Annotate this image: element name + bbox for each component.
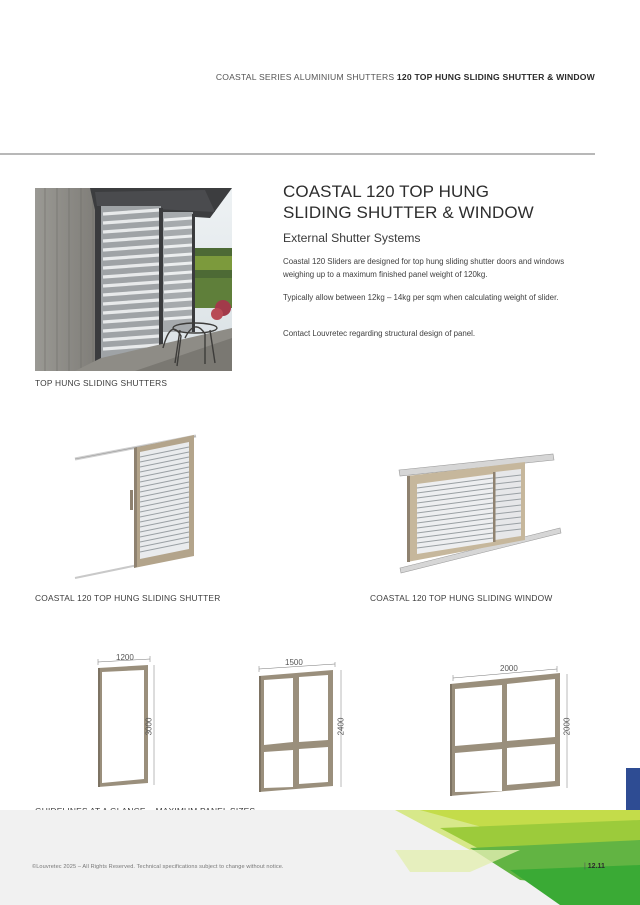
intro-paragraph-1: Coastal 120 Sliders are designed for top hung sliding shutter doors and windows weighing up to a maximum finished panel weight of 120kg. xyxy=(283,257,565,279)
product-photo xyxy=(35,188,232,371)
panel-2-height: 2400 xyxy=(336,717,346,736)
product-photo-image xyxy=(35,188,232,371)
header-breadcrumb xyxy=(0,72,640,82)
panel-1-height: 3000 xyxy=(144,717,154,736)
panel-3-width: 2000 xyxy=(500,664,518,673)
shutter-caption: COASTAL 120 TOP HUNG SLIDING SHUTTER xyxy=(35,593,221,603)
title-line-1: COASTAL 120 TOP HUNG xyxy=(283,182,490,201)
shutter-illustration xyxy=(70,430,200,590)
intro-paragraph-2: Typically allow between 12kg – 14kg per sqm when calculating weight of slider. xyxy=(283,293,559,302)
panel-3-height: 2000 xyxy=(562,717,572,736)
header-divider xyxy=(0,153,595,155)
page-title xyxy=(283,181,534,223)
header-series: COASTAL SERIES ALUMINIUM SHUTTERS xyxy=(215,72,395,82)
footer-copyright: ©Louvretec 2025 – All Rights Reserved. Technical specifications subject to change without notice. xyxy=(32,864,284,870)
panel-1-width: 1200 xyxy=(116,653,134,662)
window-caption: COASTAL 120 TOP HUNG SLIDING WINDOW xyxy=(370,593,553,603)
photo-caption: TOP HUNG SLIDING SHUTTERS xyxy=(35,378,168,388)
page-number xyxy=(584,863,605,870)
window-illustration xyxy=(395,450,565,580)
page-number-value: 12.11 xyxy=(587,863,605,870)
page-separator: | xyxy=(584,863,586,870)
intro-paragraph-3: Contact Louvretec regarding structural design of panel. xyxy=(283,329,476,338)
footer-green-stripes xyxy=(0,810,640,905)
panel-2-width: 1500 xyxy=(285,658,303,667)
title-line-2: SLIDING SHUTTER & WINDOW xyxy=(283,203,534,222)
header-product: 120 TOP HUNG SLIDING SHUTTER & WINDOW xyxy=(396,72,595,82)
footer-band xyxy=(0,810,640,905)
page-subtitle: External Shutter Systems xyxy=(283,231,421,245)
